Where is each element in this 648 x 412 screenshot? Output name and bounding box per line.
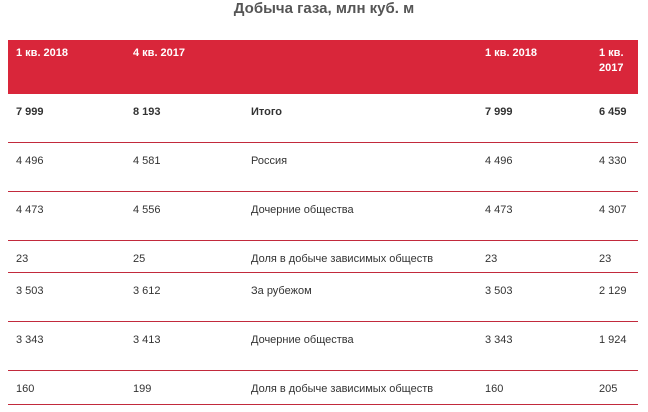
cell-q4-2017: 3 413 xyxy=(125,321,243,370)
cell-q1-2017: 4 307 xyxy=(595,191,638,240)
table-row xyxy=(8,370,638,404)
header-row xyxy=(8,40,638,94)
table-header xyxy=(8,40,638,94)
cell-q1-2018: 4 496 xyxy=(8,142,125,191)
cell-q4-2017: 4 556 xyxy=(125,191,243,240)
table-row xyxy=(8,240,638,272)
cell-q1-2018: 7 999 xyxy=(8,94,125,142)
table-row xyxy=(8,191,638,240)
cell-q1-2017: 6 459 xyxy=(595,94,638,142)
header-col-label xyxy=(243,40,477,94)
header-col-q1-2018: 1 кв. 2018 xyxy=(16,47,69,59)
cell-q4-2017: 25 xyxy=(125,240,243,272)
cell-q1-2018: 23 xyxy=(8,240,125,272)
cell-label: Доля в добыче зависимых обществ xyxy=(243,240,477,272)
cell-q1-2017: 23 xyxy=(595,240,638,272)
table-body xyxy=(8,94,638,404)
cell-q1-2018: 3 343 xyxy=(8,321,125,370)
cell-q4-2017: 4 581 xyxy=(125,142,243,191)
table-row xyxy=(8,272,638,321)
cell-q1-2018-second: 3 343 xyxy=(477,321,595,370)
cell-q1-2017: 2 129 xyxy=(595,272,638,321)
cell-label: Дочерние общества xyxy=(243,191,477,240)
table-row-total xyxy=(8,94,638,142)
gas-production-table xyxy=(8,40,638,405)
cell-label: Россия xyxy=(243,142,477,191)
cell-q1-2018: 3 503 xyxy=(8,272,125,321)
table-row xyxy=(8,142,638,191)
cell-q1-2018-second: 4 473 xyxy=(477,191,595,240)
cell-q1-2018-second: 23 xyxy=(477,240,595,272)
cell-q1-2018-second: 3 503 xyxy=(477,272,595,321)
cell-q1-2017: 205 xyxy=(595,370,638,404)
page-title: Добыча газа, млн куб. м xyxy=(233,0,415,17)
cell-q1-2017: 1 924 xyxy=(595,321,638,370)
cell-label: Итого xyxy=(243,94,477,142)
cell-q1-2017: 4 330 xyxy=(595,142,638,191)
cell-q1-2018: 4 473 xyxy=(8,191,125,240)
cell-label: Дочерние общества xyxy=(243,321,477,370)
cell-label: Доля в добыче зависимых обществ xyxy=(243,370,477,404)
cell-q1-2018-second: 7 999 xyxy=(477,94,595,142)
cell-q4-2017: 3 612 xyxy=(125,272,243,321)
cell-q4-2017: 199 xyxy=(125,370,243,404)
cell-q1-2018: 160 xyxy=(8,370,125,404)
header-col-q4-2017: 4 кв. 2017 xyxy=(133,47,186,59)
header-col-q1-2018-second: 1 кв. 2018 xyxy=(485,47,538,59)
cell-q1-2018-second: 160 xyxy=(477,370,595,404)
header-col-q1-2017: 1 кв. 2017 xyxy=(599,47,624,74)
cell-label: За рубежом xyxy=(243,272,477,321)
table-row xyxy=(8,321,638,370)
cell-q4-2017: 8 193 xyxy=(125,94,243,142)
cell-q1-2018-second: 4 496 xyxy=(477,142,595,191)
